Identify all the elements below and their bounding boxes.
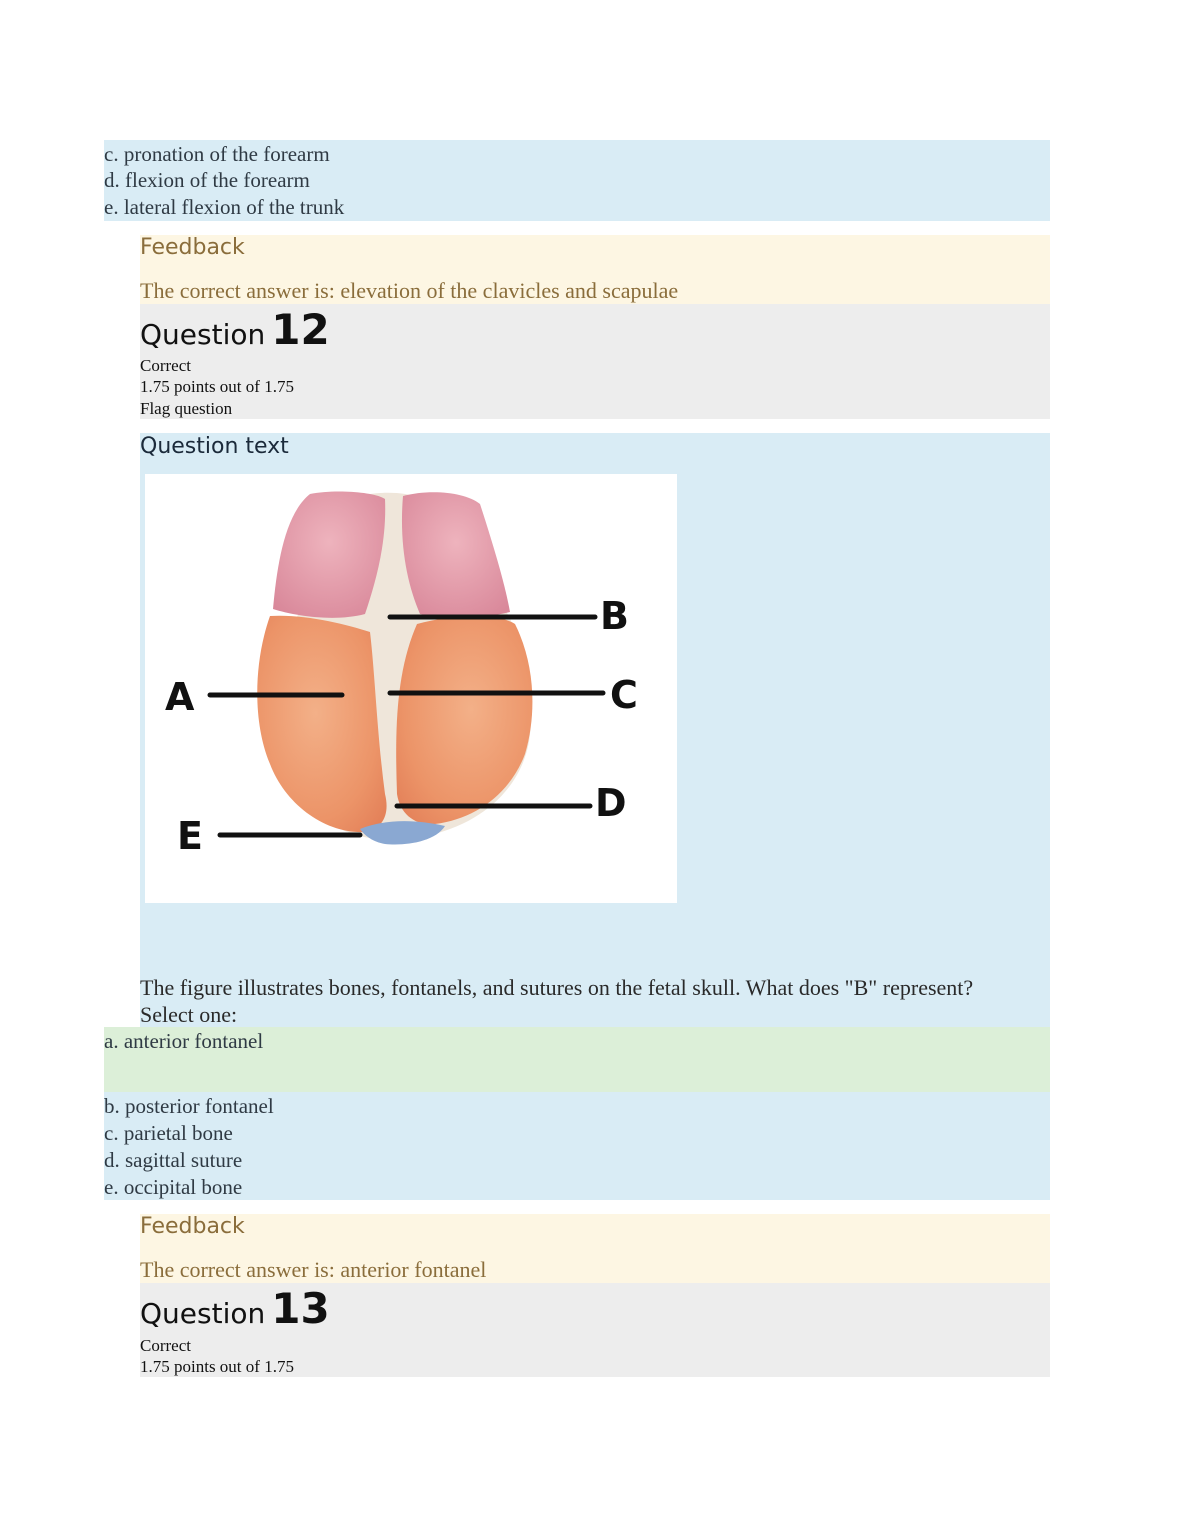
- q13-points: 1.75 points out of 1.75: [140, 1357, 294, 1376]
- figure-label-e: E: [177, 814, 203, 858]
- q12-option-e[interactable]: e. occipital bone: [104, 1175, 243, 1199]
- q12-feedback-title: Feedback: [140, 1214, 245, 1239]
- q13-heading-label: Question: [140, 1297, 266, 1330]
- frontal-bone-right: [402, 492, 510, 618]
- prev-option-d[interactable]: d. flexion of the forearm: [104, 168, 310, 192]
- q12-feedback-text: The correct answer is: anterior fontanel: [140, 1257, 487, 1282]
- q12-option-c[interactable]: c. parietal bone: [104, 1121, 233, 1145]
- q12-text-title: Question text: [140, 434, 289, 459]
- q13-heading-number: 13: [271, 1284, 330, 1333]
- parietal-bone-right: [396, 616, 532, 824]
- q13-heading: [140, 1284, 330, 1333]
- q12-option-a[interactable]: a. anterior fontanel: [104, 1029, 264, 1053]
- q12-heading: [140, 305, 330, 354]
- prev-option-c[interactable]: c. pronation of the forearm: [104, 142, 330, 166]
- q12-heading-label: Question: [140, 318, 266, 351]
- frontal-bone-left: [273, 492, 385, 618]
- q12-points: 1.75 points out of 1.75: [140, 377, 294, 396]
- q12-option-d[interactable]: d. sagittal suture: [104, 1148, 243, 1172]
- q12-option-b[interactable]: b. posterior fontanel: [104, 1094, 274, 1118]
- parietal-bone-left: [257, 616, 386, 832]
- figure-label-d: D: [595, 781, 627, 825]
- q12-heading-number: 12: [271, 305, 330, 354]
- q12-prompt: The figure illustrates bones, fontanels, and sutures on the fetal skull. What does "B" represent?: [140, 975, 974, 1000]
- prev-feedback-title: Feedback: [140, 235, 245, 260]
- figure-label-c: C: [610, 673, 638, 717]
- prev-option-e[interactable]: e. lateral flexion of the trunk: [104, 195, 345, 219]
- q13-status: Correct: [140, 1336, 191, 1355]
- figure-label-b: B: [600, 594, 629, 638]
- figure-label-a: A: [165, 675, 195, 719]
- q12-flag-question[interactable]: Flag question: [140, 399, 233, 418]
- q12-status: Correct: [140, 356, 191, 375]
- fetal-skull-figure: [145, 474, 677, 903]
- q12-select-one: Select one:: [140, 1002, 238, 1027]
- prev-feedback-text: The correct answer is: elevation of the clavicles and scapulae: [140, 278, 679, 303]
